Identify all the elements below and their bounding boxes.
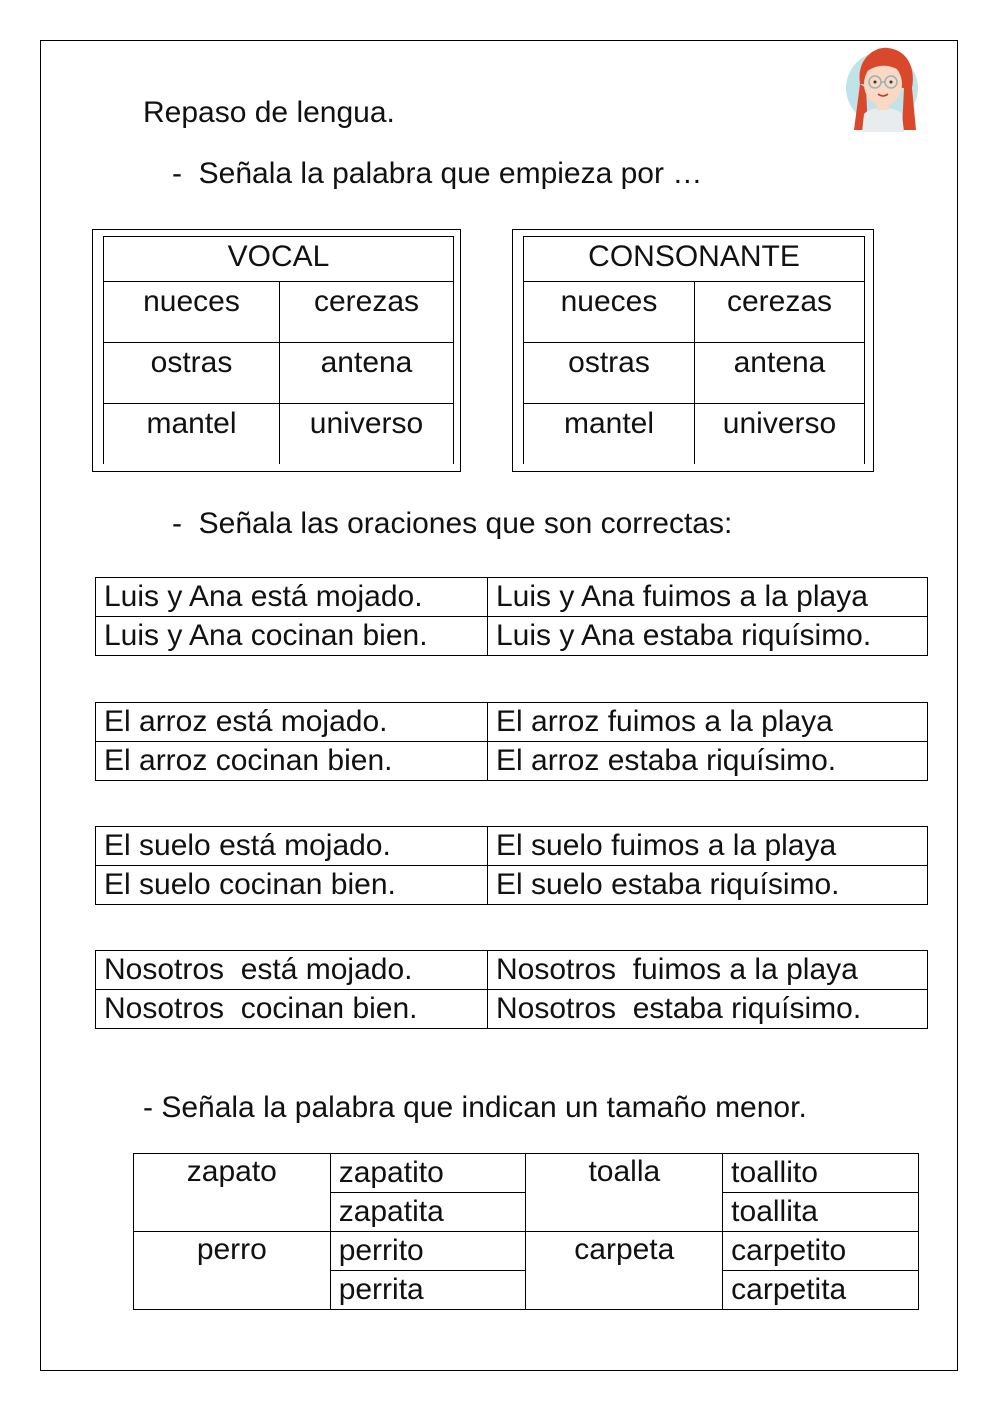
word-option[interactable]: toallita xyxy=(723,1193,919,1232)
word-option[interactable]: nueces xyxy=(104,282,280,343)
vocal-header: VOCAL xyxy=(104,237,454,282)
word-option[interactable]: universo xyxy=(280,404,454,465)
word-option[interactable]: zapatito xyxy=(330,1154,526,1193)
word-option[interactable]: perrita xyxy=(330,1271,526,1310)
sentence-option[interactable]: Nosotros estaba riquísimo. xyxy=(488,990,928,1029)
base-word: zapato xyxy=(134,1154,331,1232)
instruction-3: - Señala la palabra que indican un tamaño menor. xyxy=(143,1091,807,1124)
sentence-option[interactable]: El suelo fuimos a la playa xyxy=(488,827,928,866)
word-option[interactable]: nueces xyxy=(524,282,695,343)
sentence-table-arroz xyxy=(95,702,928,781)
sentence-option[interactable]: El suelo está mojado. xyxy=(96,827,488,866)
size-table xyxy=(133,1153,919,1310)
consonante-header: CONSONANTE xyxy=(524,237,865,282)
sentence-option[interactable]: Luis y Ana está mojado. xyxy=(96,578,488,617)
consonante-box xyxy=(512,229,874,472)
instruction-2: - Señala las oraciones que son correctas: xyxy=(172,507,733,540)
sentence-option[interactable]: El arroz está mojado. xyxy=(96,703,488,742)
sentence-table-luis-ana xyxy=(95,577,928,656)
vocal-box xyxy=(92,229,461,472)
sentence-option[interactable]: Luis y Ana estaba riquísimo. xyxy=(488,617,928,656)
sentence-option[interactable]: El arroz cocinan bien. xyxy=(96,742,488,781)
word-option[interactable]: carpetita xyxy=(723,1271,919,1310)
word-option[interactable]: cerezas xyxy=(695,282,865,343)
page-title: Repaso de lengua. xyxy=(143,96,395,129)
word-option[interactable]: carpetito xyxy=(723,1232,919,1271)
sentence-option[interactable]: El arroz estaba riquísimo. xyxy=(488,742,928,781)
sentence-option[interactable]: El suelo estaba riquísimo. xyxy=(488,866,928,905)
word-option[interactable]: antena xyxy=(695,343,865,404)
word-option[interactable]: perrito xyxy=(330,1232,526,1271)
sentence-option[interactable]: Luis y Ana fuimos a la playa xyxy=(488,578,928,617)
word-option[interactable]: mantel xyxy=(104,404,280,465)
sentence-table-suelo xyxy=(95,826,928,905)
word-option[interactable]: ostras xyxy=(104,343,280,404)
sentence-option[interactable]: Luis y Ana cocinan bien. xyxy=(96,617,488,656)
vocal-table xyxy=(103,236,454,464)
teacher-avatar-icon xyxy=(846,44,924,132)
word-option[interactable]: universo xyxy=(695,404,865,465)
instruction-1: - Señala la palabra que empieza por … xyxy=(172,157,703,190)
word-option[interactable]: toallito xyxy=(723,1154,919,1193)
base-word: perro xyxy=(134,1232,331,1310)
sentence-option[interactable]: Nosotros fuimos a la playa xyxy=(488,951,928,990)
sentence-option[interactable]: El suelo cocinan bien. xyxy=(96,866,488,905)
sentence-option[interactable]: Nosotros está mojado. xyxy=(96,951,488,990)
word-option[interactable]: antena xyxy=(280,343,454,404)
word-option[interactable]: cerezas xyxy=(280,282,454,343)
word-option[interactable]: mantel xyxy=(524,404,695,465)
base-word: carpeta xyxy=(526,1232,723,1310)
sentence-table-nosotros xyxy=(95,950,928,1029)
word-option[interactable]: ostras xyxy=(524,343,695,404)
consonante-table xyxy=(523,236,865,464)
sentence-option[interactable]: El arroz fuimos a la playa xyxy=(488,703,928,742)
base-word: toalla xyxy=(526,1154,723,1232)
sentence-option[interactable]: Nosotros cocinan bien. xyxy=(96,990,488,1029)
word-option[interactable]: zapatita xyxy=(330,1193,526,1232)
